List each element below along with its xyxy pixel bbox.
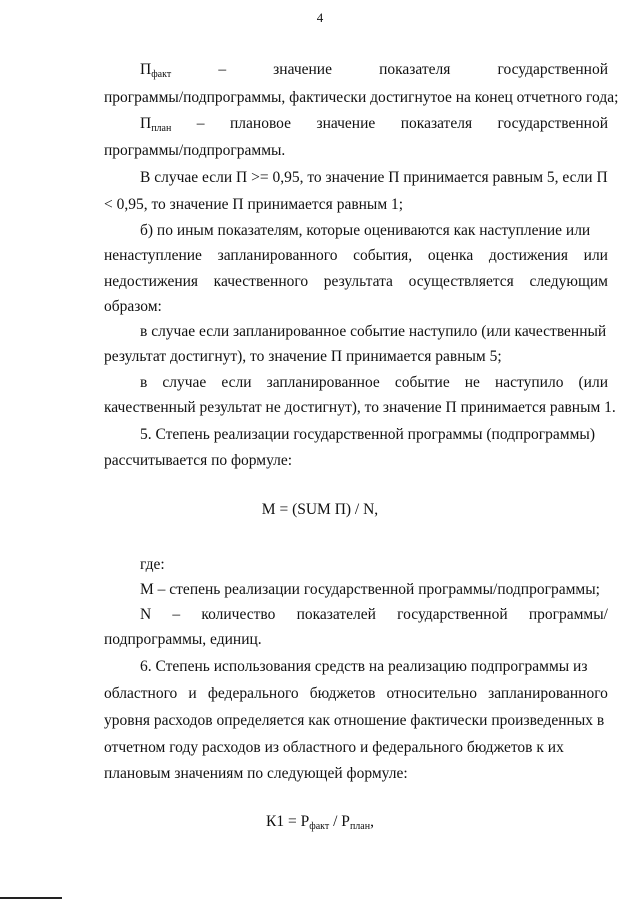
word: бюджетов bbox=[309, 685, 376, 702]
para-5-line2: рассчитывается по формуле: bbox=[104, 452, 293, 469]
case-yes-line2: результат достигнут), то значение П принимается равным 5; bbox=[104, 348, 502, 365]
formula-k1 bbox=[0, 813, 640, 832]
word: если bbox=[221, 374, 252, 391]
definition-p-plan-line2: программы/подпрограммы. bbox=[104, 142, 286, 159]
word: показателей bbox=[296, 606, 376, 623]
para-b-line2 bbox=[104, 246, 608, 266]
threshold-line2: < 0,95, то значение П принимается равным 1; bbox=[104, 196, 404, 213]
word: ненаступление bbox=[104, 247, 202, 264]
formula-sub-fakt: факт bbox=[309, 821, 330, 832]
para-b-line1: б) по иным показателям, которые оцениваются как наступление или bbox=[140, 222, 591, 239]
para-6-line4: отчетном году расходов из областного и федерального бюджетов к их bbox=[104, 739, 564, 756]
word: государственной bbox=[497, 61, 608, 78]
word: в bbox=[140, 374, 148, 391]
definition-n-line1 bbox=[140, 605, 608, 625]
para-6-line1: 6. Степень использования средств на реализацию подпрограммы из bbox=[140, 658, 588, 675]
dash: – bbox=[218, 61, 227, 78]
word: показателя bbox=[400, 115, 473, 132]
formula-mid: / Р bbox=[329, 813, 350, 830]
word: плановое bbox=[230, 115, 291, 132]
word: областного bbox=[104, 685, 178, 702]
definition-p-plan-line1 bbox=[104, 114, 608, 139]
word: оценка bbox=[427, 247, 474, 264]
word: относительно bbox=[386, 685, 477, 702]
word: событие bbox=[394, 374, 450, 391]
word: следующим bbox=[529, 273, 608, 290]
para-b-line3 bbox=[104, 272, 608, 292]
word: не bbox=[464, 374, 480, 391]
word: значение bbox=[273, 61, 332, 78]
footer-rule bbox=[0, 897, 62, 899]
word: запланированное bbox=[266, 374, 380, 391]
word: программы/ bbox=[528, 606, 608, 623]
para-6-line2 bbox=[104, 684, 608, 704]
word: запланированного bbox=[217, 247, 338, 264]
page-number: 4 bbox=[316, 10, 324, 25]
word: события, bbox=[353, 247, 413, 264]
formula-m: М = (SUM П) / N, bbox=[261, 501, 379, 518]
word: (или bbox=[578, 374, 608, 391]
where-label: где: bbox=[140, 556, 165, 573]
word: и bbox=[188, 685, 197, 702]
dash: – bbox=[196, 115, 205, 132]
symbol-p-plan: $П_{план}$ bbox=[140, 115, 172, 134]
word: случае bbox=[162, 374, 207, 391]
para-6-line3: уровня расходов определяется как отношение фактически произведенных в bbox=[104, 712, 605, 729]
word: запланированного bbox=[488, 685, 608, 702]
word: качественного bbox=[213, 273, 309, 290]
formula-lhs: К1 = Р bbox=[266, 813, 310, 830]
word: показателя bbox=[379, 61, 451, 78]
formula-end: , bbox=[370, 813, 374, 830]
definition-p-fakt-line2: программы/подпрограммы, фактически достигнутое на конец отчетного года; bbox=[104, 89, 619, 106]
para-b-line4: образом: bbox=[104, 298, 162, 315]
word: государственной bbox=[497, 115, 608, 132]
word: или bbox=[583, 247, 608, 264]
definition-p-fakt-line1 bbox=[104, 60, 608, 85]
definition-m: М – степень реализации государственной программы/подпрограммы; bbox=[140, 581, 600, 598]
case-no-line2: качественный результат не достигнут), то значение П принимается равным 1. bbox=[104, 399, 616, 416]
word: N bbox=[140, 606, 152, 623]
case-no-line1 bbox=[140, 373, 608, 393]
word: наступило bbox=[495, 374, 564, 391]
word: результата bbox=[323, 273, 393, 290]
para-6-line5: плановым значениям по следующей формуле: bbox=[104, 765, 408, 782]
word: федерального bbox=[207, 685, 299, 702]
threshold-line1: В случае если П >= 0,95, то значение П принимается равным 5, если П bbox=[140, 169, 608, 186]
formula-sub-plan: план bbox=[349, 821, 371, 832]
word: значение bbox=[316, 115, 376, 132]
para-5-line1: 5. Степень реализации государственной программы (подпрограммы) bbox=[140, 426, 595, 443]
word: количество bbox=[201, 606, 276, 623]
case-yes-line1: в случае если запланированное событие наступило (или качественный bbox=[140, 323, 607, 340]
word: государственной bbox=[397, 606, 508, 623]
symbol-p-fakt: $П_{факт}$ bbox=[140, 61, 172, 80]
word: осуществляется bbox=[408, 273, 514, 290]
word: достижения bbox=[488, 247, 568, 264]
definition-n-line2: подпрограммы, единиц. bbox=[104, 631, 262, 648]
word: – bbox=[172, 606, 181, 623]
word: недостижения bbox=[104, 273, 199, 290]
